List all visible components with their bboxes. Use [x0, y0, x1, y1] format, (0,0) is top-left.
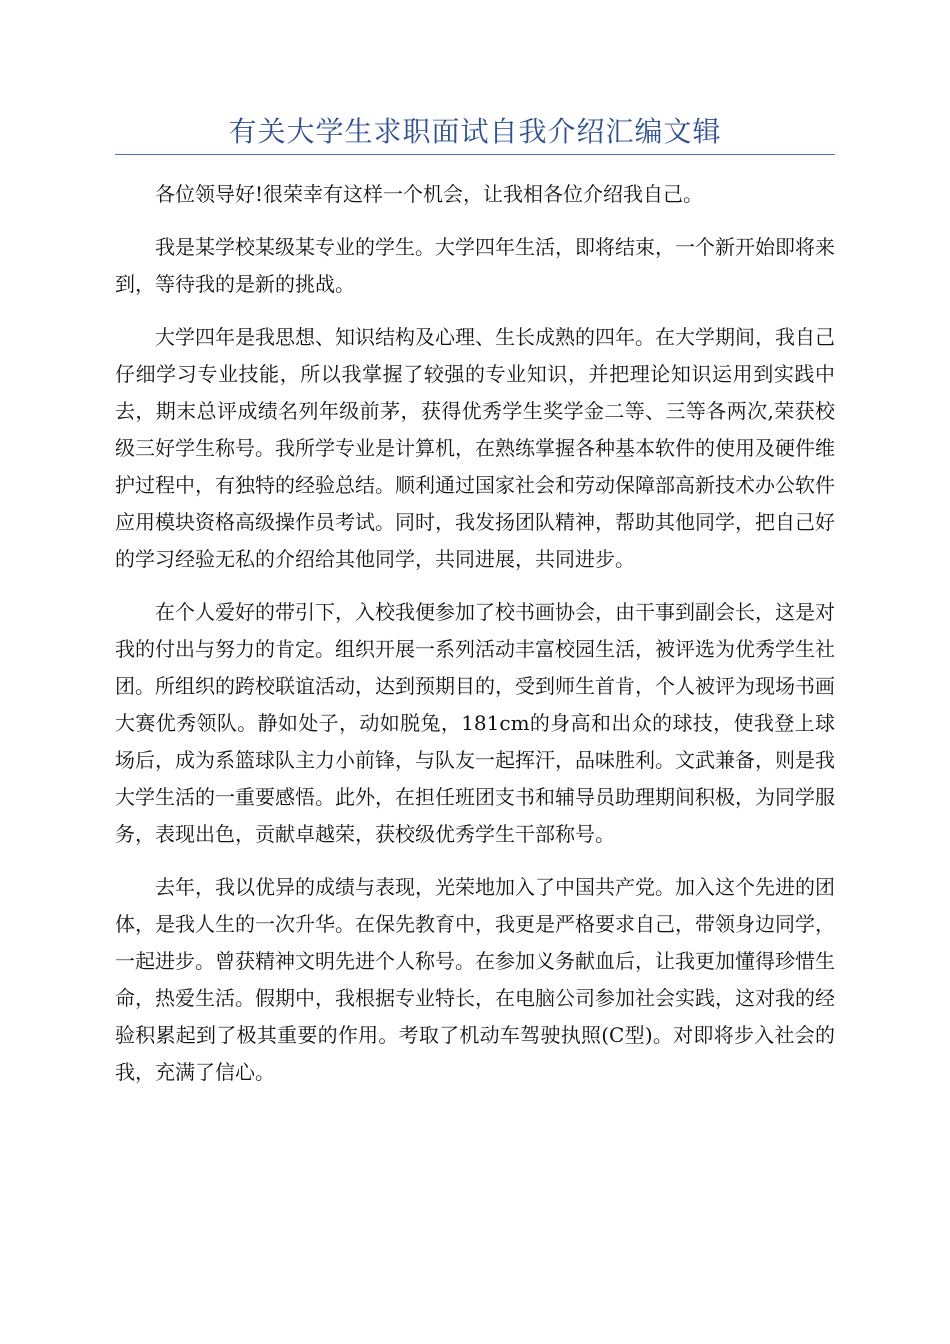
document-body — [115, 176, 835, 1107]
paragraph-introduction: 我是某学校某级某专业的学生。大学四年生活，即将结束，一个新开始即将来到，等待我的是新的挑战。 — [115, 235, 835, 296]
title-underline — [115, 154, 835, 155]
paragraph-activities: 在个人爱好的带引下，入校我便参加了校书画协会，由干事到副会长，这是对我的付出与努力的肯定。组织开展一系列活动丰富校园生活，被评选为优秀学生社团。所组织的跨校联谊活动，达到预期目的，受到师生首肯，个人被评为现场书画大赛优秀领队。静如处子，动如脱兔，181cm的身高和出众的球技，使我登上球场后，成为系篮球队主力小前锋，与队友一起挥汗，品味胜利。文武兼备，则是我大学生活的一重要感悟。此外，在担任班团支书和辅导员助理期间积极，为同学服务，表现出色，贡献卓越荣，获校级优秀学生干部称号。 — [115, 600, 835, 846]
paragraph-studies: 大学四年是我思想、知识结构及心理、生长成熟的四年。在大学期间，我自己仔细学习专业技能，所以我掌握了较强的专业知识，并把理论知识运用到实践中去，期末总评成绩名列年级前茅，获得优秀学生奖学金二等、三等各两次,荣获校级三好学生称号。我所学专业是计算机，在熟练掌握各种基本软件的使用及硬件维护过程中，有独特的经验总结。顺利通过国家社会和劳动保障部高新技术办公软件应用模块资格高级操作员考试。同时，我发扬团队精神，帮助其他同学，把自己好的学习经验无私的介绍给其他同学，共同进展，共同进步。 — [115, 325, 835, 571]
document-title: 有关大学生求职面试自我介绍汇编文辑 — [228, 115, 722, 148]
paragraph-party-membership: 去年，我以优异的成绩与表现，光荣地加入了中国共产党。加入这个先进的团体，是我人生的一次升华。在保先教育中，我更是严格要求自己，带领身边同学，一起进步。曾获精神文明先进个人称号。在参加义务献血后，让我更加懂得珍惜生命，热爱生活。假期中，我根据专业特长，在电脑公司参加社会实践，这对我的经验积累起到了极其重要的作用。考取了机动车驾驶执照(C型)。对即将步入社会的我，充满了信心。 — [115, 875, 835, 1084]
paragraph-greeting: 各位领导好!很荣幸有这样一个机会，让我相各位介绍我自己。 — [155, 182, 704, 206]
